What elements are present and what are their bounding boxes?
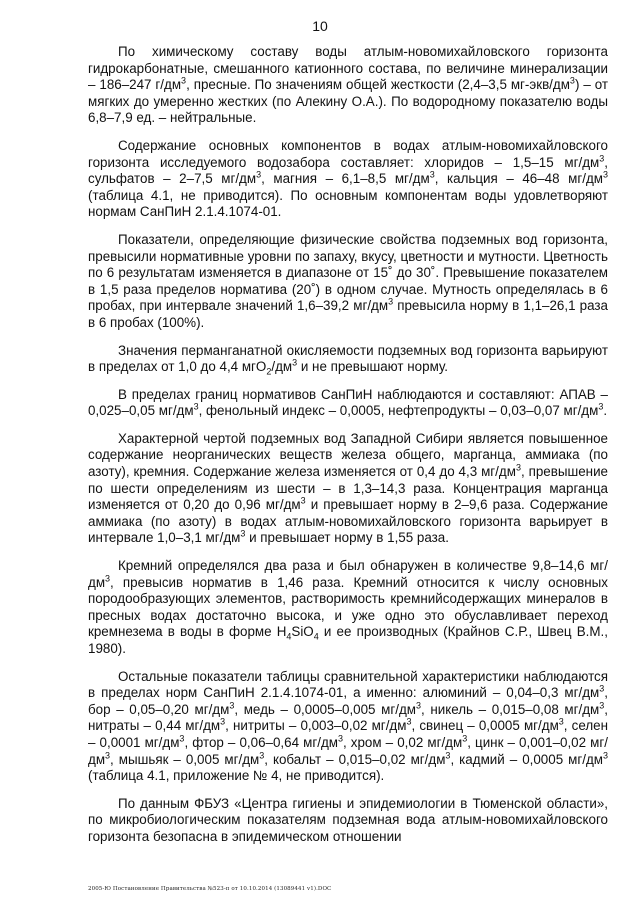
text-run: (таблица 4.1, не приводится). По основным компонентам воды удовлетворяют нормам СанПиН 2.1.4.1074-01. <box>88 187 608 220</box>
text-run: , магния – 6,1–8,5 мг/дм <box>261 171 430 187</box>
text-run: Содержание основных компонентов в водах атлым-новомихайловского горизонта исследуемого водозабора составляет: хлоридов – 1,5–15 мг/дм <box>88 137 608 170</box>
superscript: 3 <box>220 716 226 727</box>
text-run: SiO <box>291 624 314 640</box>
text-run: , селен – 0,0001 мг/дм <box>88 718 609 750</box>
text-run: , превысив норматив в 1,46 раза. Кремний относится к числу основных породообразующих элементов, растворимость кремнийсодержащих минералов в пресных водах достаточно высока, и уже одно это обуславливает переход кремнезема в воды в форме H <box>88 574 608 640</box>
superscript: 3 <box>599 153 605 164</box>
superscript: 3 <box>599 700 605 711</box>
document-body <box>88 44 608 846</box>
body-paragraph <box>88 431 608 547</box>
superscript: 3 <box>602 169 608 180</box>
superscript: 3 <box>599 683 605 694</box>
text-run: и превышает норму в 1,55 раза. <box>245 530 449 546</box>
body-paragraph <box>88 387 608 420</box>
text-run: , сульфатов – 2–7,5 мг/дм <box>88 154 608 187</box>
subscript: 2 <box>266 366 272 377</box>
subscript: 4 <box>313 632 319 643</box>
text-run: В пределах границ нормативов СанПиН наблюдаются и составляют: АПАВ – 0,025–0,05 мг/дм <box>88 386 608 419</box>
body-paragraph <box>88 44 608 127</box>
superscript: 3 <box>388 296 394 307</box>
text-run: и ее производных (Крайнов С.Р., Швец В.М., 1980). <box>88 624 608 656</box>
text-run: , фтор – 0,06–0,64 мг/дм <box>184 734 338 750</box>
text-run: . <box>603 403 608 419</box>
text-run: , пресные. По значениям общей жесткости (2,4–3,5 мг-экв/дм <box>186 77 570 93</box>
subscript: 4 <box>286 632 292 643</box>
text-run: Кремний определялся два раза и был обнаружен в количестве 9,8–14,6 мг/дм <box>88 558 608 590</box>
text-run: , нитраты – 0,44 мг/дм <box>88 701 608 734</box>
text-run: /дм <box>271 359 293 375</box>
superscript: 3 <box>229 700 235 711</box>
superscript: 3 <box>256 169 262 180</box>
superscript: 3 <box>105 750 111 761</box>
superscript: 3 <box>240 528 246 539</box>
text-run: и не превышают норму. <box>297 359 449 375</box>
superscript: 3 <box>445 750 451 761</box>
text-run: По химическому составу воды атлым-новомихайловского горизонта гидрокарбонатные, смешанного катионного состава, по величине минерализации – 186–247 г/дм <box>88 44 608 93</box>
text-run: Значения перманганатной окисляемости подземных вод горизонта варьируют в пределах от 1,0 до 4,4 мгO <box>88 342 608 375</box>
text-run: , никель – 0,015–0,08 мг/дм <box>421 701 600 717</box>
text-run: , медь – 0,0005–0,005 мг/дм <box>234 701 416 717</box>
body-paragraph <box>88 343 608 376</box>
text-run: , мышьяк – 0,005 мг/дм <box>110 751 260 767</box>
text-run: ) – от мягких до умеренно жестких (по Алекину О.А.). По водородному показателю воды 6,8–7,9 ед. – нейтральные. <box>88 77 608 126</box>
superscript: 3 <box>292 357 298 368</box>
body-paragraph <box>88 558 608 658</box>
superscript: 3 <box>515 462 521 473</box>
superscript: 3 <box>602 750 608 761</box>
superscript: 3 <box>300 495 306 506</box>
superscript: 3 <box>429 169 435 180</box>
text-run: , нитриты – 0,003–0,02 мг/дм <box>225 718 407 734</box>
text-run: и превышает норму в 2–9,6 раза. Содержание аммиака (по азоту) в водах атлым-новомихайловского горизонта варьирует в интервале 1,0–3,1 мг/дм <box>88 497 609 546</box>
text-run: По данным ФБУЗ «Центра гигиены и эпидемиологии в Тюменской области», по микробиологическим показателям подземная вода атлым-новомихайловского горизонта безопасна в эпидемическом отношении <box>88 795 608 844</box>
text-run: , превышение по шести определениям из шести – в 1,3–14,3 раза. Концентрация марганца изменяется от 0,20 до 0,96 мг/дм <box>88 464 608 513</box>
body-paragraph <box>88 138 608 221</box>
page-number: 10 <box>312 18 328 34</box>
superscript: 3 <box>598 401 604 412</box>
superscript: 3 <box>181 75 187 86</box>
text-run: (таблица 4.1, приложение № 4, не приводится). <box>88 768 385 784</box>
text-run: Показатели, определяющие физические свойства подземных вод горизонта, превысили нормативные уровни по запаху, вкусу, цветности и мутности. Цветность по 6 результатам изменяется в диапазоне от 15˚ до 30˚. Превышение показателем в 1,5 раза пределов норматива (20˚) в одном случае. Мутность определялась в 6 пробах, при интервале значений 1,6–39,2 мг/дм <box>88 231 608 314</box>
superscript: 3 <box>415 700 421 711</box>
superscript: 3 <box>259 750 265 761</box>
superscript: 3 <box>558 716 564 727</box>
document-footer: 2005-Ю Постановление Правительства №523-п от 10.10.2014 (13089441 v1).DOC <box>88 886 332 892</box>
text-run: превысила норму в 1,1–26,1 раза в 6 пробах (100%). <box>88 298 608 330</box>
text-run: Остальные показатели таблицы сравнительной характеристики наблюдаются в пределах норм СанПиН 2.1.4.1074-01, а именно: алюминий – 0,04–0,3 мг/дм <box>88 668 608 701</box>
text-run: , кадмий – 0,0005 мг/дм <box>450 751 603 767</box>
text-run: Характерной чертой подземных вод Западной Сибири является повышенное содержание неорганических веществ железа общего, марганца, аммиака (по азоту), кремния. Содержание железа изменяется от 0,4 до 4,3 мг/дм <box>88 430 608 480</box>
text-run: , кальция – 46–48 мг/дм <box>434 171 603 187</box>
superscript: 3 <box>406 716 412 727</box>
body-paragraph <box>88 669 608 785</box>
superscript: 3 <box>193 401 199 412</box>
superscript: 3 <box>462 733 468 744</box>
body-paragraph <box>88 232 608 332</box>
superscript: 3 <box>337 733 343 744</box>
text-run: , фенольный индекс – 0,0005, нефтепродукты – 0,03–0,07 мг/дм <box>198 403 599 419</box>
text-run: , кобальт – 0,015–0,02 мг/дм <box>264 751 446 767</box>
superscript: 3 <box>569 75 575 86</box>
body-paragraph <box>88 796 608 846</box>
text-run: , цинк – 0,001–0,02 мг/дм <box>88 734 608 767</box>
superscript: 3 <box>105 573 111 584</box>
text-run: , бор – 0,05–0,20 мг/дм <box>88 685 608 717</box>
superscript: 3 <box>179 733 185 744</box>
text-run: , хром – 0,02 мг/дм <box>342 734 463 750</box>
text-run: , свинец – 0,0005 мг/дм <box>411 718 559 734</box>
